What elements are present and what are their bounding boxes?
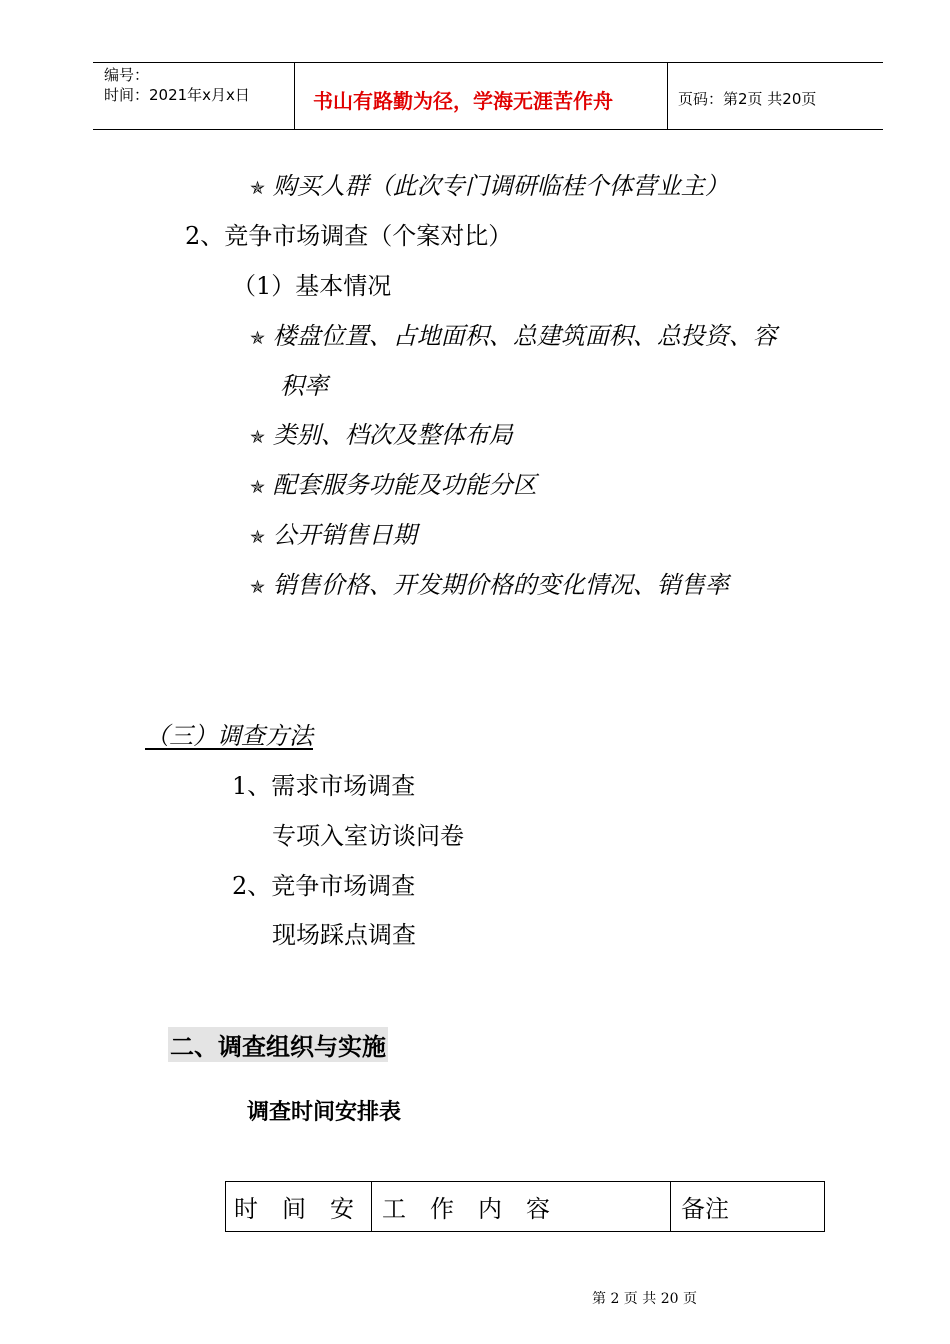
bullet-text: 类别、档次及整体布局: [272, 421, 513, 449]
header-divider: [667, 62, 668, 130]
bullet-text: 公开销售日期: [272, 521, 417, 549]
header-bottom-rule: [93, 129, 883, 130]
star-bullet-icon: ✯: [250, 178, 266, 199]
table-header-cell: 备注: [681, 1195, 729, 1223]
star-bullet-icon: ✯: [250, 427, 266, 448]
star-bullet-icon: ✯: [250, 577, 266, 598]
star-bullet-icon: ✯: [250, 477, 266, 498]
method-detail: 现场踩点调查: [272, 921, 416, 949]
bullet-item: [250, 465, 537, 500]
bullet-text: 配套服务功能及功能分区: [272, 471, 537, 499]
bullet-item: [250, 415, 513, 450]
schedule-table: [225, 1181, 825, 1232]
header-page-label: 页码：第2页 共20页: [678, 90, 817, 108]
bullet-text: 销售价格、开发期价格的变化情况、销售率: [272, 571, 729, 599]
subsection-title: （1）基本情况: [232, 272, 392, 300]
table-title: 调查时间安排表: [247, 1100, 402, 1125]
bullet-item: [250, 515, 417, 550]
method-detail: 专项入室访谈问卷: [272, 822, 464, 850]
bullet-text: 楼盘位置、占地面积、总建筑面积、总投资、容: [272, 322, 777, 350]
table-column-divider: [371, 1182, 372, 1231]
bullet-item: [250, 316, 777, 351]
section-title: 2、竞争市场调查（个案对比）: [185, 222, 513, 250]
table-header-cell: 工 作 内 容: [382, 1195, 550, 1223]
bullet-item: [250, 166, 729, 201]
star-bullet-icon: ✯: [250, 527, 266, 548]
header-divider: [294, 62, 295, 130]
star-bullet-icon: ✯: [250, 328, 266, 349]
method-heading: （三）调查方法: [145, 722, 313, 750]
header-motto: 书山有路勤为径，学海无涯苦作舟: [313, 89, 613, 113]
bullet-continuation: 积率: [280, 372, 328, 400]
bullet-text: 购买人群（此次专门调研临桂个体营业主）: [272, 172, 729, 200]
header-top-rule: [93, 62, 883, 63]
method-item: 2、竞争市场调查: [232, 872, 416, 900]
header-time-label: 时间：2021年x月x日: [104, 86, 250, 104]
page-footer: 第 2 页 共 20 页: [592, 1291, 697, 1307]
section-heading: 二、调查组织与实施: [168, 1027, 388, 1062]
bullet-item: [250, 565, 729, 600]
table-header-cell: 时 间 安: [234, 1195, 354, 1223]
table-column-divider: [670, 1182, 671, 1231]
method-item: 1、需求市场调查: [232, 772, 416, 800]
header-number-label: 编号：: [104, 66, 150, 84]
